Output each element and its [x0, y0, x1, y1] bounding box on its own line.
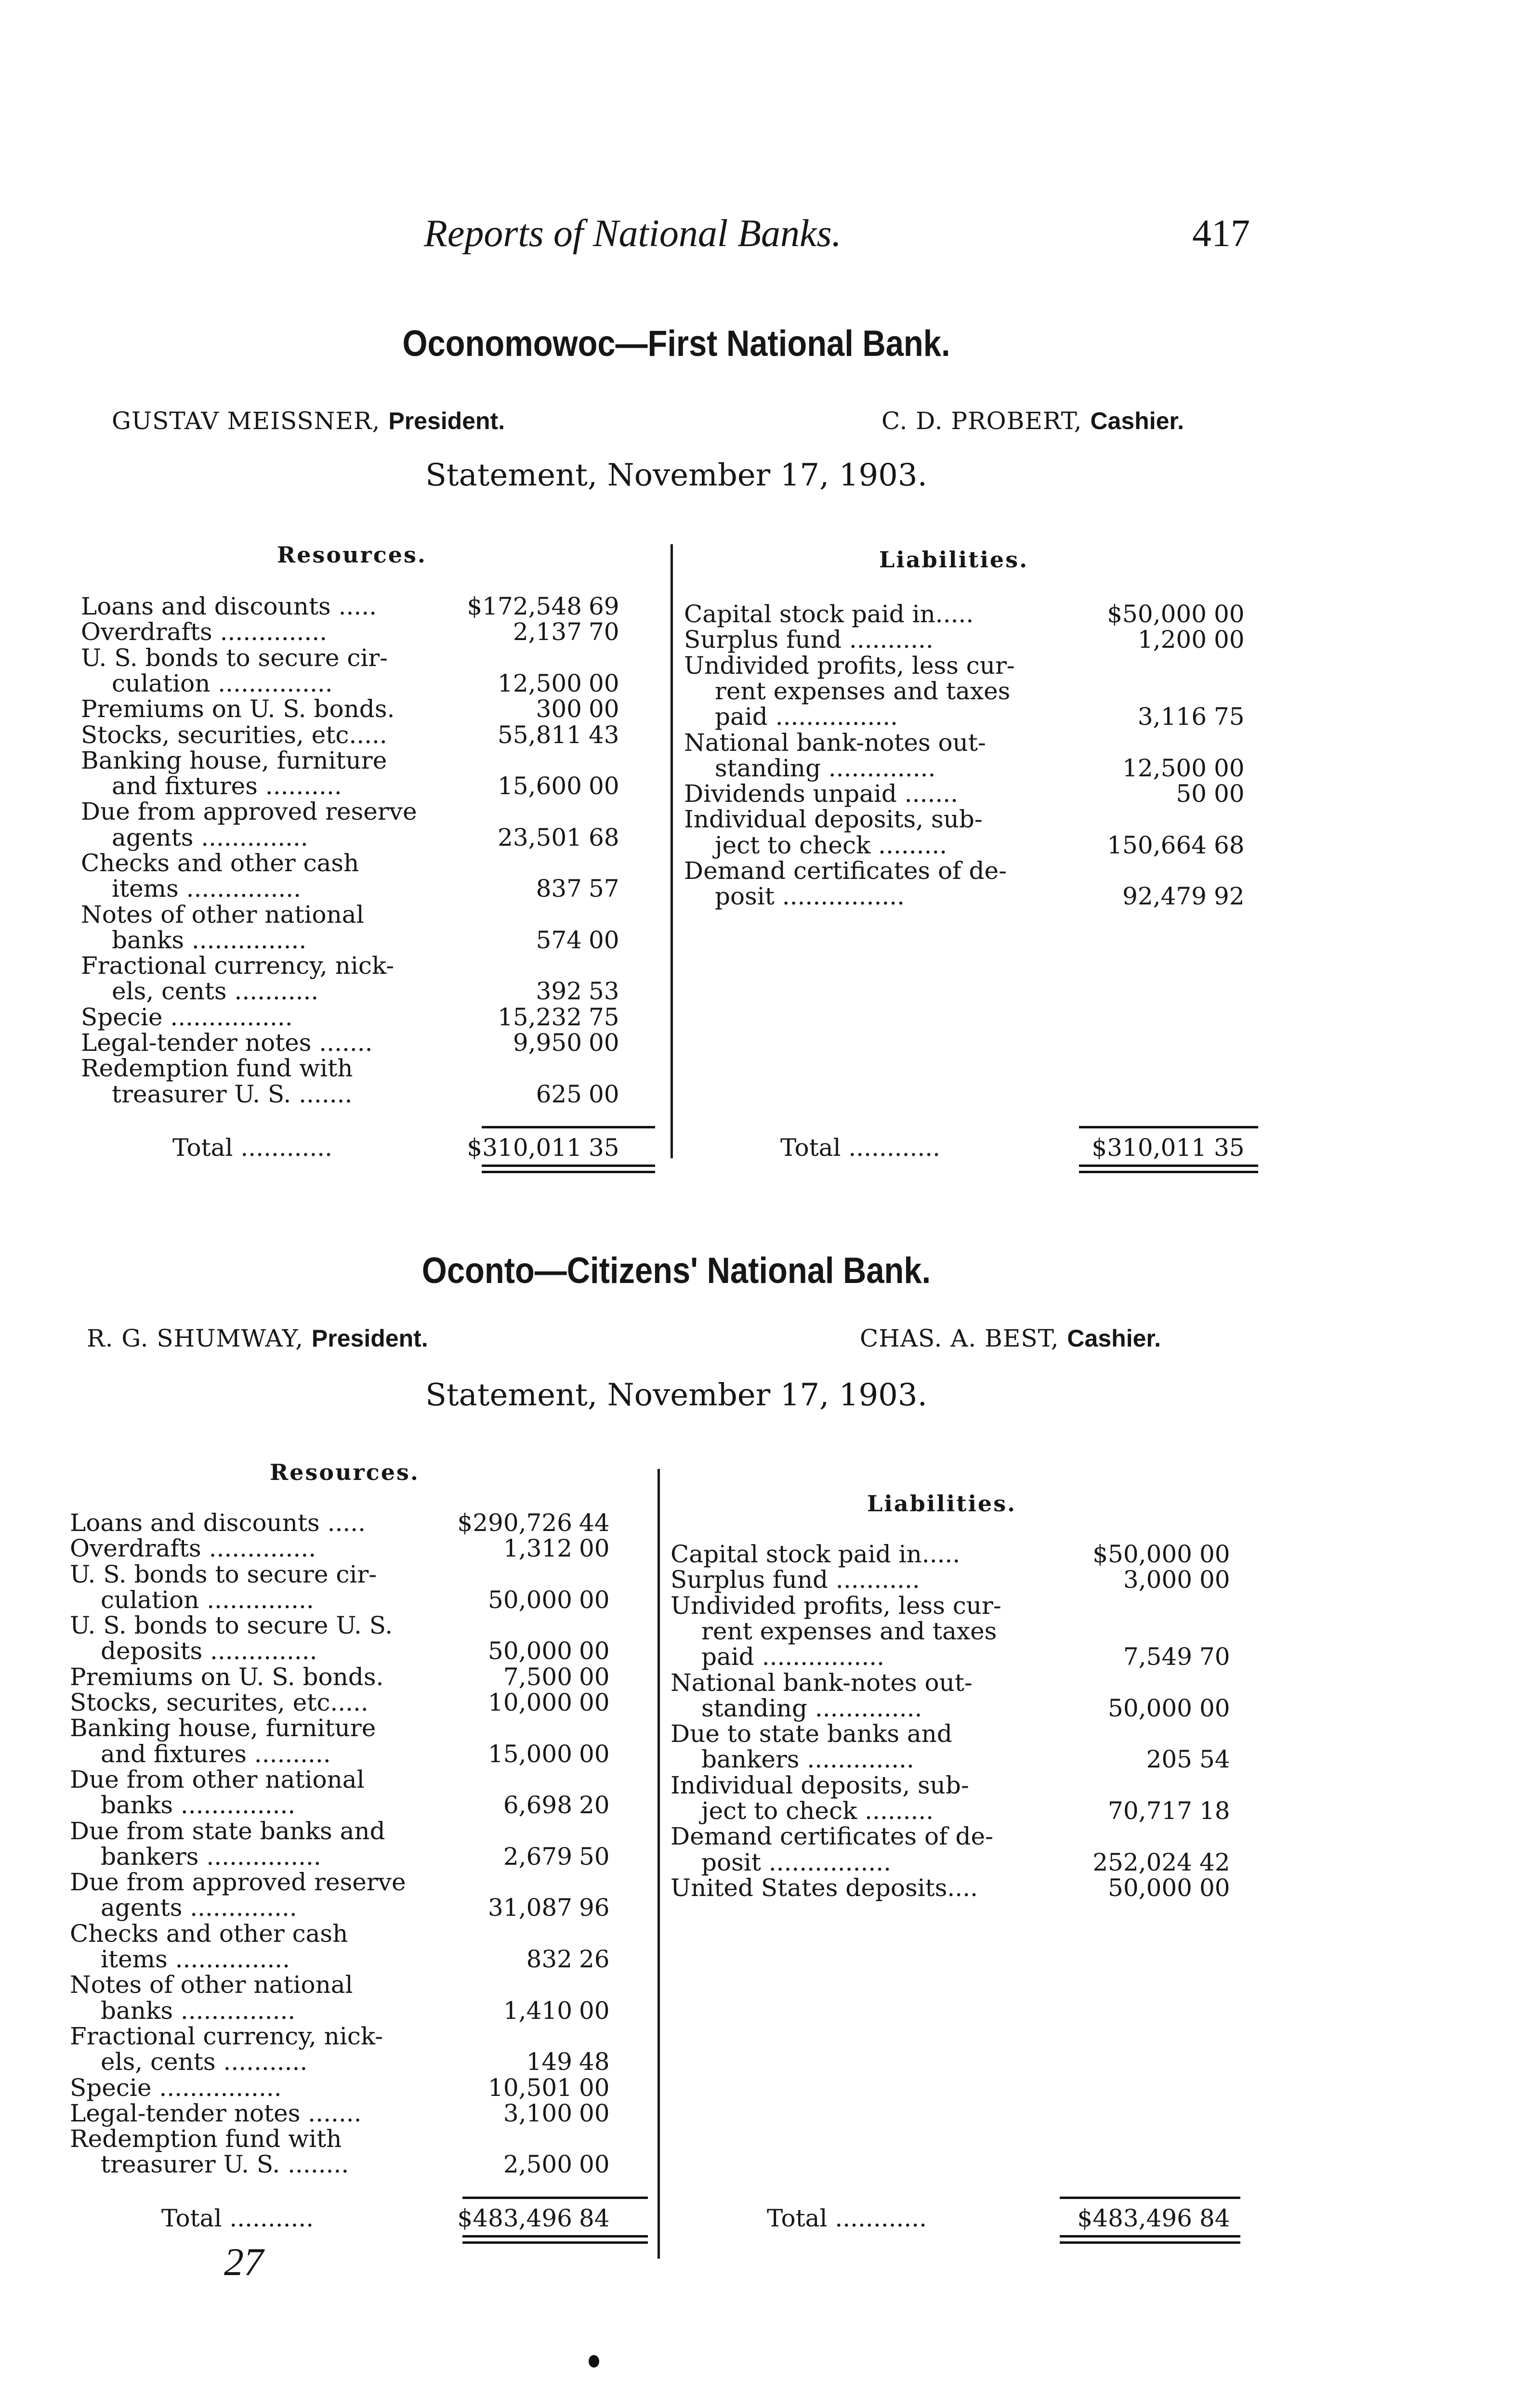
table-row	[81, 593, 684, 619]
amount-dollars: 7,549	[1123, 1643, 1192, 1671]
total-cents: 35	[589, 1134, 619, 1162]
amount-cents: 00	[1214, 754, 1245, 782]
president-line	[87, 1324, 428, 1352]
table-row	[81, 953, 684, 1004]
president-name: R. G. SHUMWAY,	[87, 1324, 304, 1352]
amount-cents: 18	[1199, 1796, 1230, 1825]
amount-dollars: 12,500	[1122, 754, 1207, 782]
item-label: standing ..............	[715, 754, 936, 782]
item-label: National bank-notes out-	[671, 1668, 973, 1697]
item-label: items ...............	[112, 875, 302, 903]
amount-cents: 00	[589, 669, 619, 697]
amount-dollars: $290,726	[457, 1509, 572, 1537]
total-double-rule	[482, 1165, 655, 1173]
bank-title: Oconto—Citizens' National Bank.	[421, 1250, 931, 1291]
item-label: Notes of other national	[81, 900, 364, 929]
amount-dollars: 252,024	[1092, 1848, 1192, 1876]
sum-rule	[462, 2197, 648, 2199]
item-label: Banking house, furniture	[81, 746, 387, 774]
table-row	[70, 1767, 677, 1818]
item-label: paid ................	[701, 1643, 885, 1671]
item-label: posit ................	[715, 882, 905, 911]
amount-cents: 96	[579, 1894, 610, 1922]
amount-dollars: 832	[526, 1945, 572, 1974]
amount-cents: 75	[1214, 703, 1245, 731]
item-label: Due from approved reserve	[70, 1868, 406, 1897]
amount-dollars: $50,000	[1107, 600, 1207, 628]
table-row	[81, 1004, 684, 1030]
item-label: Due from approved reserve	[81, 798, 417, 826]
item-label: Individual deposits, sub-	[684, 805, 983, 834]
amount-cents: 75	[589, 1003, 619, 1031]
total-cents: 84	[1199, 2204, 1230, 2232]
item-label: Undivided profits, less cur-	[684, 651, 1015, 680]
total-row	[81, 1135, 684, 1161]
item-label: Capital stock paid in.....	[671, 1540, 960, 1568]
item-label: Notes of other national	[70, 1971, 353, 1999]
item-label: Overdrafts ..............	[81, 618, 328, 646]
amount-dollars: 1,200	[1137, 626, 1207, 654]
table-row	[81, 747, 684, 799]
amount-cents: 00	[579, 2150, 610, 2179]
item-label: Premiums on U. S. bonds.	[70, 1662, 384, 1691]
table-row	[70, 1535, 677, 1561]
item-label: bankers ..............	[701, 1745, 914, 1774]
item-label: National bank-notes out-	[684, 728, 986, 757]
amount-dollars: 837	[536, 875, 582, 903]
statement-date: Statement, November 17, 1903.	[425, 458, 927, 493]
amount-dollars: 10,000	[488, 1688, 572, 1717]
item-label: Redemption fund with	[70, 2125, 342, 2153]
item-label: items ...............	[101, 1945, 290, 1974]
president-title: President.	[388, 407, 505, 434]
total-double-rule	[1079, 1165, 1258, 1173]
table-row	[684, 627, 1287, 652]
table-row	[70, 2126, 677, 2177]
amount-cents: 00	[1199, 1540, 1230, 1568]
amount-dollars: 574	[536, 926, 582, 954]
item-label: ject to check .........	[701, 1796, 934, 1825]
total-dollars: $483,496	[1077, 2204, 1192, 2232]
item-label: Overdrafts ..............	[70, 1534, 316, 1563]
amount-cents: 00	[579, 1534, 610, 1563]
table-row	[70, 1689, 677, 1715]
total-label: Total ...........	[161, 2204, 314, 2232]
amount-dollars: $172,548	[467, 592, 582, 620]
item-label: Stocks, securities, etc.....	[81, 720, 387, 749]
bank-title: Oconomowoc—First National Bank.	[402, 323, 950, 364]
total-cents: 84	[579, 2204, 610, 2232]
item-label: banks ...............	[101, 1996, 296, 2025]
item-label: els, cents ...........	[112, 977, 319, 1006]
table-row	[671, 1721, 1269, 1772]
amount-dollars: 2,679	[503, 1842, 572, 1871]
item-label: Capital stock paid in.....	[684, 600, 974, 628]
table-row	[671, 1875, 1269, 1900]
table-row	[684, 858, 1287, 909]
item-label: Fractional currency, nick-	[81, 952, 395, 980]
amount-cents: 53	[589, 977, 619, 1006]
amount-cents: 00	[579, 2099, 610, 2127]
item-label: Individual deposits, sub-	[671, 1771, 969, 1799]
amount-cents: 68	[1214, 831, 1245, 859]
item-label: Due from other national	[70, 1766, 365, 1793]
sum-rule	[1060, 2197, 1240, 2199]
amount-dollars: 23,501	[498, 823, 582, 851]
item-label: posit ................	[701, 1848, 892, 1876]
item-label: U. S. bonds to secure cir-	[81, 643, 388, 672]
amount-dollars: 1,410	[503, 1996, 572, 2025]
item-label: Checks and other cash	[70, 1919, 348, 1948]
table-row	[81, 902, 684, 953]
item-label: Surplus fund ...........	[671, 1566, 920, 1594]
amount-dollars: 2,137	[513, 618, 582, 646]
president-line	[112, 407, 505, 435]
amount-cents: 54	[1199, 1745, 1230, 1774]
item-label: rent expenses and taxes	[715, 677, 1011, 705]
table-row	[684, 653, 1287, 730]
item-label: treasurer U. S. .......	[112, 1080, 353, 1108]
table-row	[671, 1772, 1269, 1824]
table-row	[684, 781, 1287, 806]
item-label: United States deposits....	[671, 1873, 978, 1902]
amount-cents: 00	[589, 772, 619, 800]
table-row	[81, 798, 684, 850]
item-label: Legal-tender notes .......	[70, 2099, 362, 2127]
running-title: Reports of National Banks.	[424, 212, 842, 255]
amount-cents: 44	[579, 1509, 610, 1537]
amount-dollars: 150,664	[1107, 831, 1207, 859]
table-row	[70, 1664, 677, 1689]
liabilities-heading: Liabilities.	[867, 1491, 1017, 1517]
amount-dollars: 3,100	[503, 2099, 572, 2127]
resources-heading: Resources.	[270, 1459, 420, 1485]
amount-cents: 00	[589, 1080, 619, 1108]
amount-dollars: 50,000	[488, 1637, 572, 1665]
item-label: banks ...............	[112, 926, 307, 954]
amount-cents: 48	[579, 2048, 610, 2076]
total-row	[671, 2205, 1269, 2231]
amount-dollars: 15,600	[498, 772, 582, 800]
amount-cents: 00	[589, 1029, 619, 1057]
president-name: GUSTAV MEISSNER,	[112, 407, 381, 435]
sheet-number: 27	[224, 2240, 263, 2284]
total-label: Total ............	[172, 1134, 333, 1162]
item-label: and fixtures ..........	[101, 1740, 331, 1768]
table-row	[81, 722, 684, 747]
total-label: Total ............	[767, 2204, 927, 2232]
item-label: Due to state banks and	[671, 1720, 952, 1748]
table-row	[671, 1567, 1269, 1592]
item-label: Redemption fund with	[81, 1054, 353, 1083]
amount-cents: 00	[579, 2073, 610, 2102]
total-dollars: $310,011	[1092, 1134, 1207, 1162]
amount-cents: 50	[579, 1842, 610, 1871]
item-label: Dividends unpaid .......	[684, 780, 959, 808]
table-row	[81, 850, 684, 902]
total-double-rule	[462, 2235, 648, 2244]
total-cents: 35	[1214, 1134, 1245, 1162]
table-row	[684, 730, 1287, 781]
amount-cents: 68	[589, 823, 619, 851]
item-label: Loans and discounts .....	[81, 592, 377, 620]
amount-cents: 70	[1199, 1643, 1230, 1671]
item-label: paid ................	[715, 703, 898, 731]
table-row	[671, 1593, 1269, 1670]
statement-date: Statement, November 17, 1903.	[425, 1377, 927, 1413]
item-label: and fixtures ..........	[112, 772, 342, 800]
table-row	[70, 1510, 677, 1535]
total-label: Total ............	[780, 1134, 941, 1162]
item-label: Surplus fund ...........	[684, 626, 934, 654]
item-label: Undivided profits, less cur-	[671, 1591, 1001, 1620]
amount-dollars: 2,500	[503, 2150, 572, 2179]
liabilities-heading: Liabilities.	[879, 547, 1029, 573]
item-label: culation ...............	[112, 669, 333, 697]
amount-dollars: 3,116	[1137, 703, 1207, 731]
table-row	[81, 1055, 684, 1107]
item-label: Stocks, securites, etc.....	[70, 1688, 368, 1717]
item-label: agents ..............	[112, 823, 308, 851]
cashier-title: Cashier.	[1090, 407, 1184, 434]
amount-dollars: 300	[536, 695, 582, 723]
amount-cents: 00	[579, 1740, 610, 1768]
table-row	[70, 2100, 677, 2126]
cashier-title: Cashier.	[1067, 1325, 1161, 1352]
total-row	[70, 2205, 677, 2231]
amount-dollars: 50,000	[1108, 1694, 1192, 1722]
amount-cents: 00	[1199, 1694, 1230, 1722]
sum-rule	[482, 1126, 655, 1128]
item-label: Premiums on U. S. bonds.	[81, 695, 395, 723]
table-row	[684, 601, 1287, 627]
amount-cents: 00	[589, 926, 619, 954]
item-label: Checks and other cash	[81, 849, 359, 877]
item-label: Loans and discounts .....	[70, 1509, 366, 1537]
amount-cents: 00	[579, 1688, 610, 1717]
table-row	[70, 1715, 677, 1767]
amount-cents: 00	[1214, 600, 1245, 628]
amount-cents: 57	[589, 875, 619, 903]
amount-cents: 00	[1214, 780, 1245, 808]
item-label: Banking house, furniture	[70, 1714, 376, 1742]
amount-cents: 20	[579, 1791, 610, 1819]
item-label: Demand certificates of de-	[684, 857, 1007, 885]
amount-dollars: 205	[1146, 1745, 1192, 1774]
table-row	[671, 1823, 1269, 1875]
table-row	[70, 2023, 677, 2075]
total-dollars: $310,011	[467, 1134, 582, 1162]
amount-cents: 00	[1214, 626, 1245, 654]
amount-dollars: 15,232	[498, 1003, 582, 1031]
amount-dollars: 625	[536, 1080, 582, 1108]
table-row	[81, 619, 684, 644]
table-row	[70, 1818, 677, 1870]
president-title: President.	[311, 1325, 428, 1352]
item-label: Demand certificates of de-	[671, 1822, 993, 1851]
amount-dollars: $50,000	[1092, 1540, 1192, 1568]
table-row	[671, 1670, 1269, 1721]
amount-dollars: 92,479	[1122, 882, 1207, 911]
total-dollars: $483,496	[457, 2204, 572, 2232]
amount-dollars: 1,312	[503, 1534, 572, 1563]
cashier-line	[881, 407, 1184, 435]
amount-dollars: 6,698	[503, 1791, 572, 1819]
item-label: U. S. bonds to secure U. S.	[70, 1611, 393, 1640]
amount-dollars: 50,000	[488, 1585, 572, 1614]
amount-dollars: 50	[1176, 780, 1207, 808]
table-row	[81, 696, 684, 721]
item-label: Legal-tender notes .......	[81, 1029, 373, 1057]
table-row	[70, 1869, 677, 1921]
table-row	[671, 1541, 1269, 1567]
amount-dollars: 10,501	[488, 2073, 572, 2102]
table-row	[81, 1030, 684, 1055]
amount-dollars: 15,000	[488, 1740, 572, 1768]
item-label: U. S. bonds to secure cir-	[70, 1560, 377, 1588]
amount-cents: 92	[1214, 882, 1245, 911]
amount-dollars: 3,000	[1123, 1566, 1192, 1594]
amount-dollars: 149	[526, 2048, 572, 2076]
item-label: rent expenses and taxes	[701, 1617, 997, 1645]
item-label: els, cents ...........	[101, 2048, 308, 2076]
sum-rule	[1079, 1126, 1258, 1128]
item-label: Specie ................	[81, 1003, 293, 1031]
table-row	[70, 1972, 677, 2023]
amount-cents: 00	[579, 1585, 610, 1614]
amount-cents: 26	[579, 1945, 610, 1974]
cashier-line	[860, 1324, 1161, 1352]
amount-dollars: 7,500	[503, 1662, 572, 1691]
table-row	[70, 2075, 677, 2100]
item-label: deposits ..............	[101, 1637, 317, 1665]
amount-cents: 00	[1199, 1566, 1230, 1594]
amount-cents: 00	[579, 1662, 610, 1691]
cashier-name: CHAS. A. BEST,	[860, 1324, 1059, 1352]
amount-dollars: 12,500	[498, 669, 582, 697]
resources-heading: Resources.	[277, 542, 427, 568]
cashier-name: C. D. PROBERT,	[881, 407, 1082, 435]
item-label: Due from state banks and	[70, 1817, 385, 1845]
total-double-rule	[1060, 2235, 1240, 2244]
page-number: 417	[1192, 212, 1250, 255]
total-row	[684, 1135, 1287, 1161]
amount-dollars: 9,950	[513, 1029, 582, 1057]
amount-cents: 70	[589, 618, 619, 646]
item-label: banks ...............	[101, 1791, 296, 1819]
item-label: bankers ...............	[101, 1842, 321, 1871]
table-row	[70, 1561, 677, 1613]
amount-cents: 00	[579, 1637, 610, 1665]
amount-cents: 42	[1199, 1848, 1230, 1876]
table-row	[70, 1612, 677, 1664]
item-label: ject to check .........	[715, 831, 947, 859]
amount-cents: 43	[589, 720, 619, 749]
item-label: Fractional currency, nick-	[70, 2022, 383, 2050]
item-label: treasurer U. S. ........	[101, 2150, 349, 2179]
amount-dollars: 50,000	[1108, 1873, 1192, 1902]
item-label: Specie ................	[70, 2073, 282, 2102]
amount-cents: 69	[589, 592, 619, 620]
item-label: agents ..............	[101, 1894, 297, 1922]
amount-dollars: 392	[536, 977, 582, 1006]
item-label: standing ..............	[701, 1694, 922, 1722]
item-label: culation ..............	[101, 1585, 314, 1614]
table-row	[70, 1921, 677, 1972]
table-row	[684, 806, 1287, 858]
amount-cents: 00	[1199, 1873, 1230, 1902]
amount-dollars: 55,811	[498, 720, 582, 749]
amount-cents: 00	[589, 695, 619, 723]
amount-dollars: 31,087	[488, 1894, 572, 1922]
printer-mark	[589, 2355, 599, 2368]
table-row	[81, 645, 684, 696]
amount-dollars: 70,717	[1108, 1796, 1192, 1825]
amount-cents: 00	[579, 1996, 610, 2025]
